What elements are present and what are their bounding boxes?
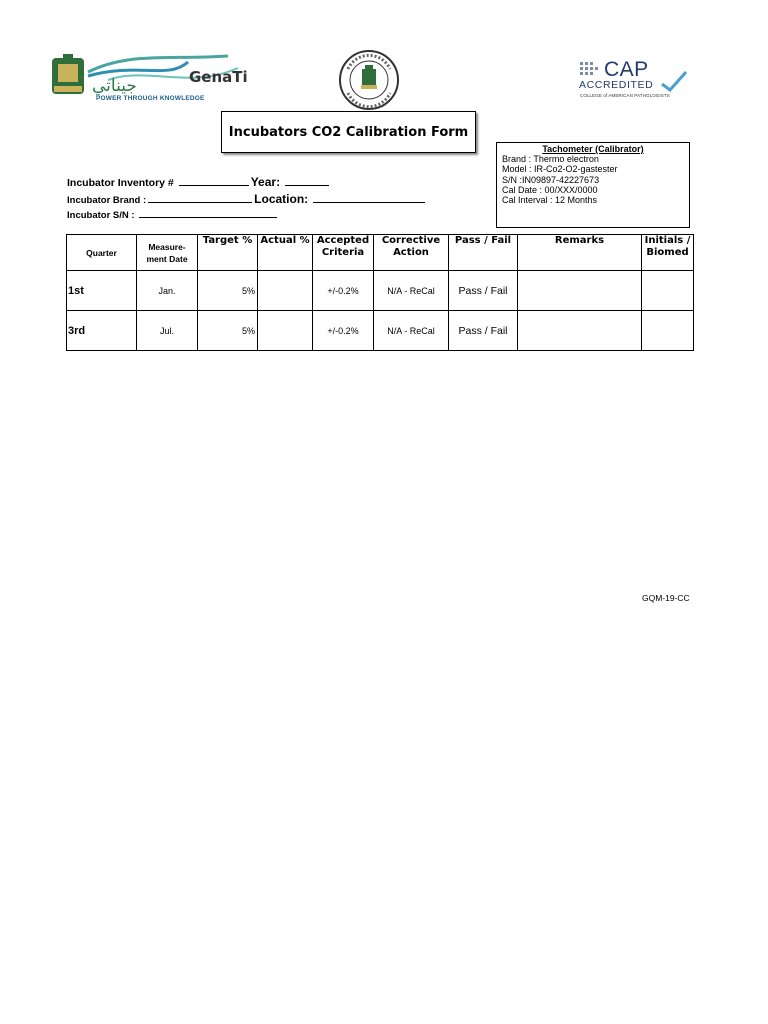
row-remarks[interactable] (518, 271, 642, 311)
table-row (67, 311, 694, 351)
tachometer-cal-date: Cal Date : 00/XXX/0000 (502, 184, 598, 195)
cap-subtitle-text: COLLEGE of AMERICAN PATHOLOGISTS (580, 93, 670, 98)
inventory-field[interactable] (179, 176, 249, 186)
row-criteria: +/-0.2% (313, 271, 374, 311)
tachometer-cal-interval: Cal Interval : 12 Months (502, 195, 598, 206)
header-pass-fail: Pass / Fail (449, 235, 518, 271)
header-initials: Initials / Biomed (642, 235, 694, 271)
cap-logo-text: CAP (604, 58, 649, 81)
university-seal-icon (334, 49, 404, 111)
tachometer-sn: S/N :IN09897-42227673 (502, 174, 600, 185)
cap-accredited-text: ACCREDITED (579, 79, 654, 91)
header-actual: Actual % (258, 235, 313, 271)
calibration-table (66, 234, 694, 351)
sn-row (67, 208, 279, 221)
row-criteria: +/-0.2% (313, 311, 374, 351)
row-initials[interactable] (642, 271, 694, 311)
location-label: Location: (254, 192, 309, 206)
form-code: GQM-19-CC (642, 593, 690, 603)
row-action: N/A - ReCal (374, 311, 449, 351)
sn-label: Incubator S/N : (67, 210, 135, 221)
row-actual[interactable] (258, 271, 313, 311)
row-target: 5% (198, 311, 258, 351)
header-accepted-criteria: Accepted Criteria (313, 235, 374, 271)
header-remarks: Remarks (518, 235, 642, 271)
row-quarter: 1st (67, 271, 137, 311)
row-date: Jul. (137, 311, 198, 351)
row-remarks[interactable] (518, 311, 642, 351)
brand-field[interactable] (148, 193, 252, 203)
header-corrective-action: Corrective Action (374, 235, 449, 271)
inventory-row (67, 175, 331, 189)
brand-label: Incubator Brand : (67, 195, 147, 206)
genati-name: GenaTi (189, 68, 248, 86)
form-title: Incubators CO2 Calibration Form (221, 111, 476, 153)
row-pass-fail[interactable]: Pass / Fail (449, 271, 518, 311)
genati-tagline: POWER THROUGH KNOWLEDGE (96, 95, 205, 102)
row-actual[interactable] (258, 311, 313, 351)
row-target: 5% (198, 271, 258, 311)
tachometer-model: Model : IR-Co2-O2-gastester (502, 164, 618, 175)
row-date: Jan. (137, 271, 198, 311)
row-pass-fail[interactable]: Pass / Fail (449, 311, 518, 351)
brand-row (67, 192, 427, 206)
header-target: Target % (198, 235, 258, 271)
table-row (67, 271, 694, 311)
year-label: Year: (250, 175, 281, 189)
year-field[interactable] (285, 176, 329, 186)
header-quarter: Quarter (67, 235, 137, 271)
row-quarter: 3rd (67, 311, 137, 351)
header-measurement-date: Measure- ment Date (137, 235, 198, 271)
location-field[interactable] (313, 193, 425, 203)
tachometer-heading: Tachometer (Calibrator) (542, 144, 644, 154)
genati-arabic-text: جيناتي (92, 76, 137, 96)
row-action: N/A - ReCal (374, 271, 449, 311)
tachometer-brand: Brand : Thermo electron (502, 154, 599, 165)
tachometer-box (496, 142, 690, 228)
row-initials[interactable] (642, 311, 694, 351)
inventory-label: Incubator Inventory # (67, 177, 174, 189)
sn-field[interactable] (139, 208, 277, 218)
table-header-row (67, 235, 694, 271)
